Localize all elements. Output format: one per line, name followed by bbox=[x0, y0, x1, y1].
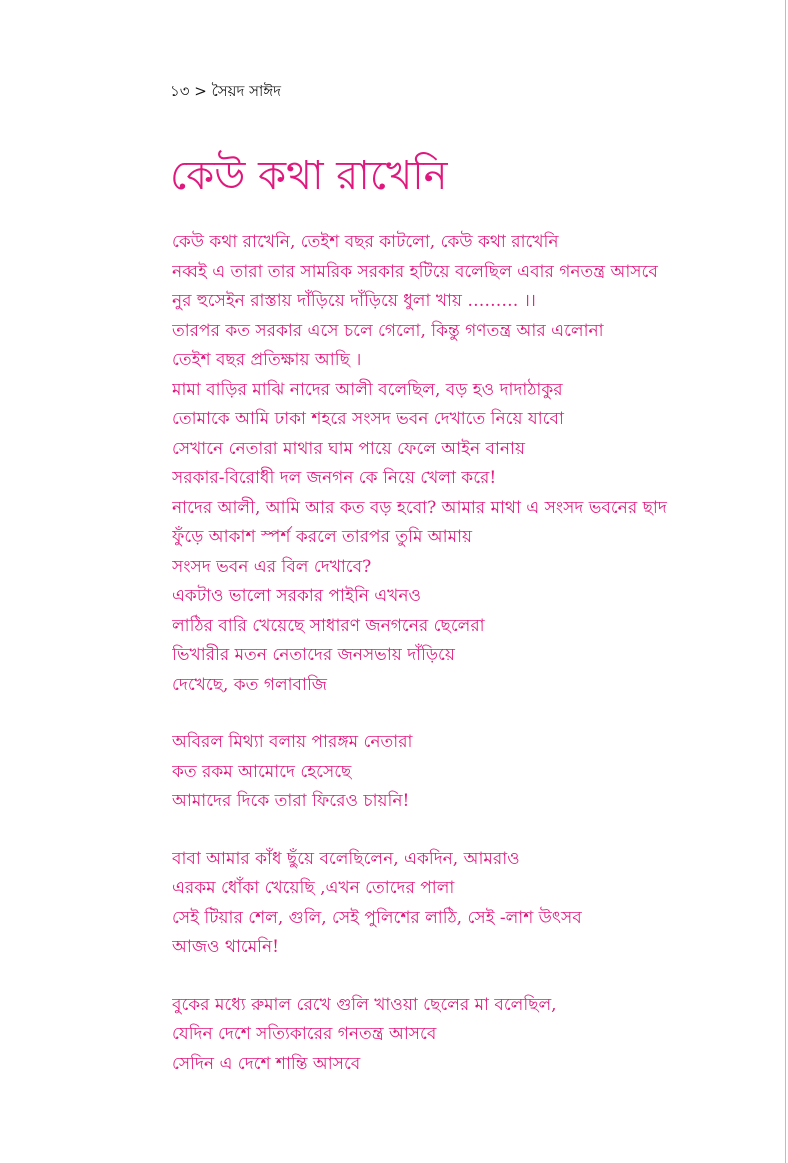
poem-body bbox=[172, 228, 762, 1107]
stanza-2 bbox=[172, 728, 762, 817]
poem-line: ফুঁড়ে আকাশ স্পর্শ করলে তারপর তুমি আমায় bbox=[172, 527, 473, 547]
poem-line: নাদের আলী, আমি আর কত বড় হবো? আমার মাথা এ সংসদ ভবনের ছাদ bbox=[172, 497, 667, 518]
stanza-3 bbox=[172, 845, 762, 963]
poem-line: সংসদ ভবন এর বিল দেখাবে? bbox=[172, 556, 372, 577]
header-separator: > bbox=[194, 82, 207, 100]
poem-line: সেই টিয়ার শেল, গুলি, সেই পুলিশের লাঠি, সেই -লাশ উৎসব bbox=[172, 907, 582, 928]
poem-title: কেউ কথা রাখেনি bbox=[170, 153, 448, 199]
page-edge-rule bbox=[785, 0, 786, 1163]
poem-line: সরকার-বিরোধী দল জনগন কে নিয়ে খেলা করে! bbox=[172, 468, 497, 488]
poem-line: আজও থামেনি! bbox=[172, 937, 280, 957]
poem-line: ভিখারীর মতন নেতাদের জনসভায় দাঁড়িয়ে bbox=[172, 645, 455, 665]
running-header bbox=[170, 80, 281, 105]
poem-line: বুকের মধ্যে রুমাল রেখে গুলি খাওয়া ছেলের মা বলেছিল, bbox=[172, 994, 557, 1015]
poem-line: নুর হুসেইন রাস্তায় দাঁড়িয়ে দাঁড়িয়ে ধুলা খায় ……… ।। bbox=[172, 291, 536, 311]
poem-line: এরকম ধোঁকা খেয়েছি ,এখন তোদের পালা bbox=[172, 878, 455, 898]
poem-line: নব্বই এ তারা তার সামরিক সরকার হটিয়ে বলেছিল এবার গনতন্ত্র আসবে bbox=[172, 261, 658, 282]
stanza-4 bbox=[172, 991, 762, 1080]
poem-line: অবিরল মিথ্যা বলায় পারঙ্গম নেতারা bbox=[172, 732, 413, 752]
poem-line: কত রকম আমোদে হেসেছে bbox=[172, 761, 352, 782]
poem-line: তারপর কত সরকার এসে চলে গেলো, কিন্তু গণতন্ত্র আর এলোনা bbox=[172, 320, 604, 341]
poem-line: সেখানে নেতারা মাথার ঘাম পায়ে ফেলে আইন বানায় bbox=[172, 438, 526, 459]
stanza-1 bbox=[172, 228, 762, 700]
poem-line: আমাদের দিকে তারা ফিরেও চায়নি! bbox=[172, 791, 410, 811]
poem-line: দেখেছে, কত গলাবাজি bbox=[172, 674, 328, 695]
page-number: ১৩ bbox=[170, 82, 190, 100]
poem-line: লাঠির বারি খেয়েছে সাধারণ জনগনের ছেলেরা bbox=[172, 615, 485, 636]
poem-line: তোমাকে আমি ঢাকা শহরে সংসদ ভবন দেখাতে নিয়ে যাবো bbox=[172, 409, 564, 429]
poem-line: বাবা আমার কাঁধ ছুঁয়ে বলেছিলেন, একদিন, আমরাও bbox=[172, 848, 520, 869]
poem-line: তেইশ বছর প্রতিক্ষায় আছি । bbox=[172, 350, 362, 370]
poem-line: সেদিন এ দেশে শান্তি আসবে bbox=[172, 1053, 361, 1074]
poem-line: একটাও ভালো সরকার পাইনি এখনও bbox=[172, 586, 422, 606]
poem-line: মামা বাড়ির মাঝি নাদের আলী বলেছিল, বড় হও দাদাঠাকুর bbox=[172, 379, 563, 400]
poem-line: কেউ কথা রাখেনি, তেইশ বছর কাটলো, কেউ কথা রাখেনি bbox=[172, 232, 559, 252]
author-name: সৈয়দ সাঈদ bbox=[211, 82, 282, 100]
poem-line: যেদিন দেশে সত্যিকারের গনতন্ত্র আসবে bbox=[172, 1024, 437, 1044]
